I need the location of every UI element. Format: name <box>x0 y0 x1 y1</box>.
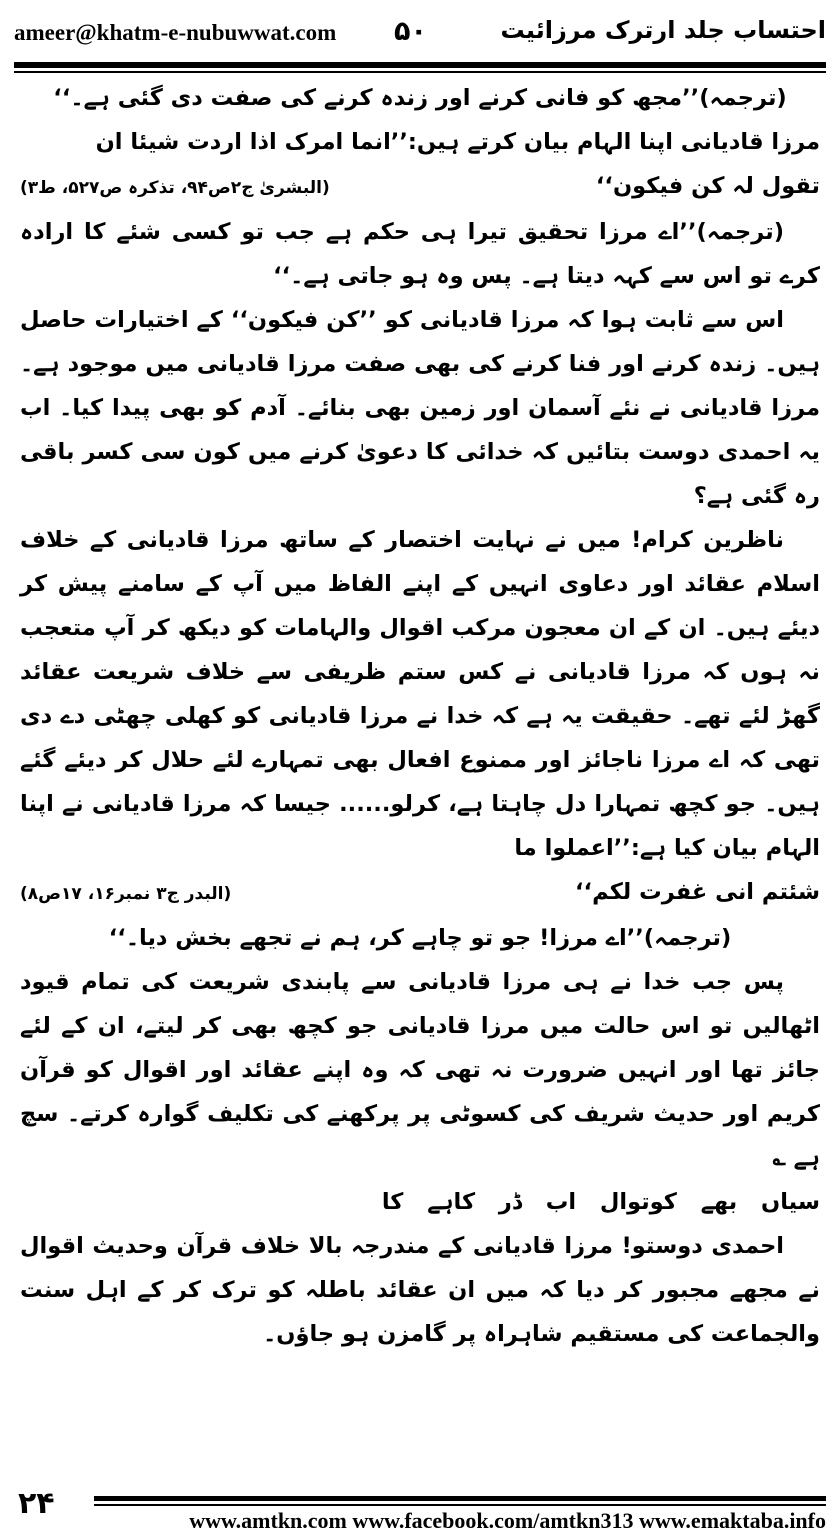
paragraph-conclusion: اس سے ثابت ہوا کہ مرزا قادیانی کو ’’کن فیکون‘‘ کے اختیارات حاصل ہیں۔ زندہ کرنے اور فنا کرنے کی بھی صفت مرزا قادیانی میں موجود ہے۔ مرزا قادیانی نے نئے آسمان اور زمین بھی بنائے۔ آدم کو بھی پیدا کیا۔ اب یہ احمدی دوست بتائیں کہ خدائی کا دعویٰ کرنے میں کون سی کسر باقی رہ گئی ہے؟ <box>20 307 820 509</box>
ilham-intro: مرزا قادیانی اپنا الہام بیان کرتے ہیں:’’انما امرک اذا اردت شیئا ان <box>95 129 820 155</box>
footer-rule-thick <box>94 1496 826 1501</box>
page-footer <box>14 1486 826 1533</box>
header-book-title: احتساب جلد ارترک مرزائیت <box>500 16 826 44</box>
ilham-2-line-with-ref <box>20 870 820 916</box>
page-body <box>20 76 820 1356</box>
ilham-line-with-ref <box>20 164 820 210</box>
footer-rule-thin <box>94 1504 826 1506</box>
paragraph-readers: ناظرین کرام! میں نے نہایت اختصار کے ساتھ مرزا قادیانی کے خلاف اسلام عقائد اور دعاوی انہیں کے اپنے الفاظ میں آپ کے سامنے پیش کر دیئے ہیں۔ ان کے ان معجون مرکب اقوال والہامات کو دیکھ کر آپ متعجب نہ ہوں کہ مرزا قادیانی نے کس ستم ظریفی سے خلاف شریعت عقائد گھڑ لئے تھے۔ حقیقت یہ ہے کہ خدا نے مرزا قادیانی کو کھلی چھٹی دے دی تھی کہ اے مرزا ناجائز اور ممنوع افعال بھی تمہارے لئے حلال کر دیئے گئے ہیں۔ جو کچھ تمہارا دل چاہتا ہے، کرلو...... جیسا کہ مرزا قادیانی نے اپنا الہام بیان کیا ہے:’’اعملوا ما <box>20 527 820 861</box>
couplet-verse: سیاں بھے کوتوال اب ڈر کاہے کا <box>381 1189 820 1215</box>
page-header <box>14 14 826 54</box>
footer-website-links: www.amtkn.com www.facebook.com/amtkn313 www.emaktaba.info <box>189 1508 826 1533</box>
header-rule-thin <box>14 71 826 73</box>
reference-1: (البشریٰ ج۲ص۹۴، تذکرہ ص۵۲۷، ط۳) <box>20 178 330 198</box>
footer-page-number: ۲۴ <box>18 1486 55 1521</box>
translation-1: (ترجمہ)’’مجھ کو فانی کرنے اور زندہ کرنے کی صفت دی گئی ہے۔‘‘ <box>53 85 787 111</box>
paragraph-shariah: پس جب خدا نے ہی مرزا قادیانی سے پابندی شریعت کی تمام قیود اٹھالیں تو اس حالت میں مرزا قادیانی جو کچھ بھی کر لیتے، ان کے لئے جائز تھا اور انہیں ضرورت نہ تھی کہ وہ اپنے عقائد اور اقوال کو قرآن کریم اور حدیث شریف کی کسوٹی پر پرکھنے کی تکلیف گوارہ کرتے۔ سچ ہے ؎ <box>20 969 820 1171</box>
paragraph-final: احمدی دوستو! مرزا قادیانی کے مندرجہ بالا خلاف قرآن وحدیث اقوال نے مجھے مجبور کر دیا کہ میں ان عقائد باطلہ کو ترک کر کے اہل سنت والجماعت کی مستقیم شاہراہ پر گامزن ہو جاؤں۔ <box>20 1233 820 1347</box>
header-page-number: ۵۰ <box>394 16 427 47</box>
header-email: ameer@khatm-e-nubuwwat.com <box>14 20 337 45</box>
translation-3: (ترجمہ)’’اے مرزا! جو تو چاہے کر، ہم نے تجھے بخش دیا۔‘‘ <box>108 925 732 951</box>
ilham-arabic-end: تقول لہ کن فیکون‘‘ <box>595 173 820 199</box>
reference-2: (البدر ج۳ نمبر۱۶، ۱۷ص۸) <box>20 884 232 904</box>
ilham-2-arabic-end: شئتم انی غفرت لکم‘‘ <box>574 879 820 905</box>
translation-2: (ترجمہ)’’اے مرزا تحقیق تیرا ہی حکم ہے جب تو کسی شئے کا ارادہ کرے تو اس سے کہہ دیتا ہے۔ پس وہ ہو جاتی ہے۔‘‘ <box>20 219 820 289</box>
header-rule-thick <box>14 62 826 68</box>
